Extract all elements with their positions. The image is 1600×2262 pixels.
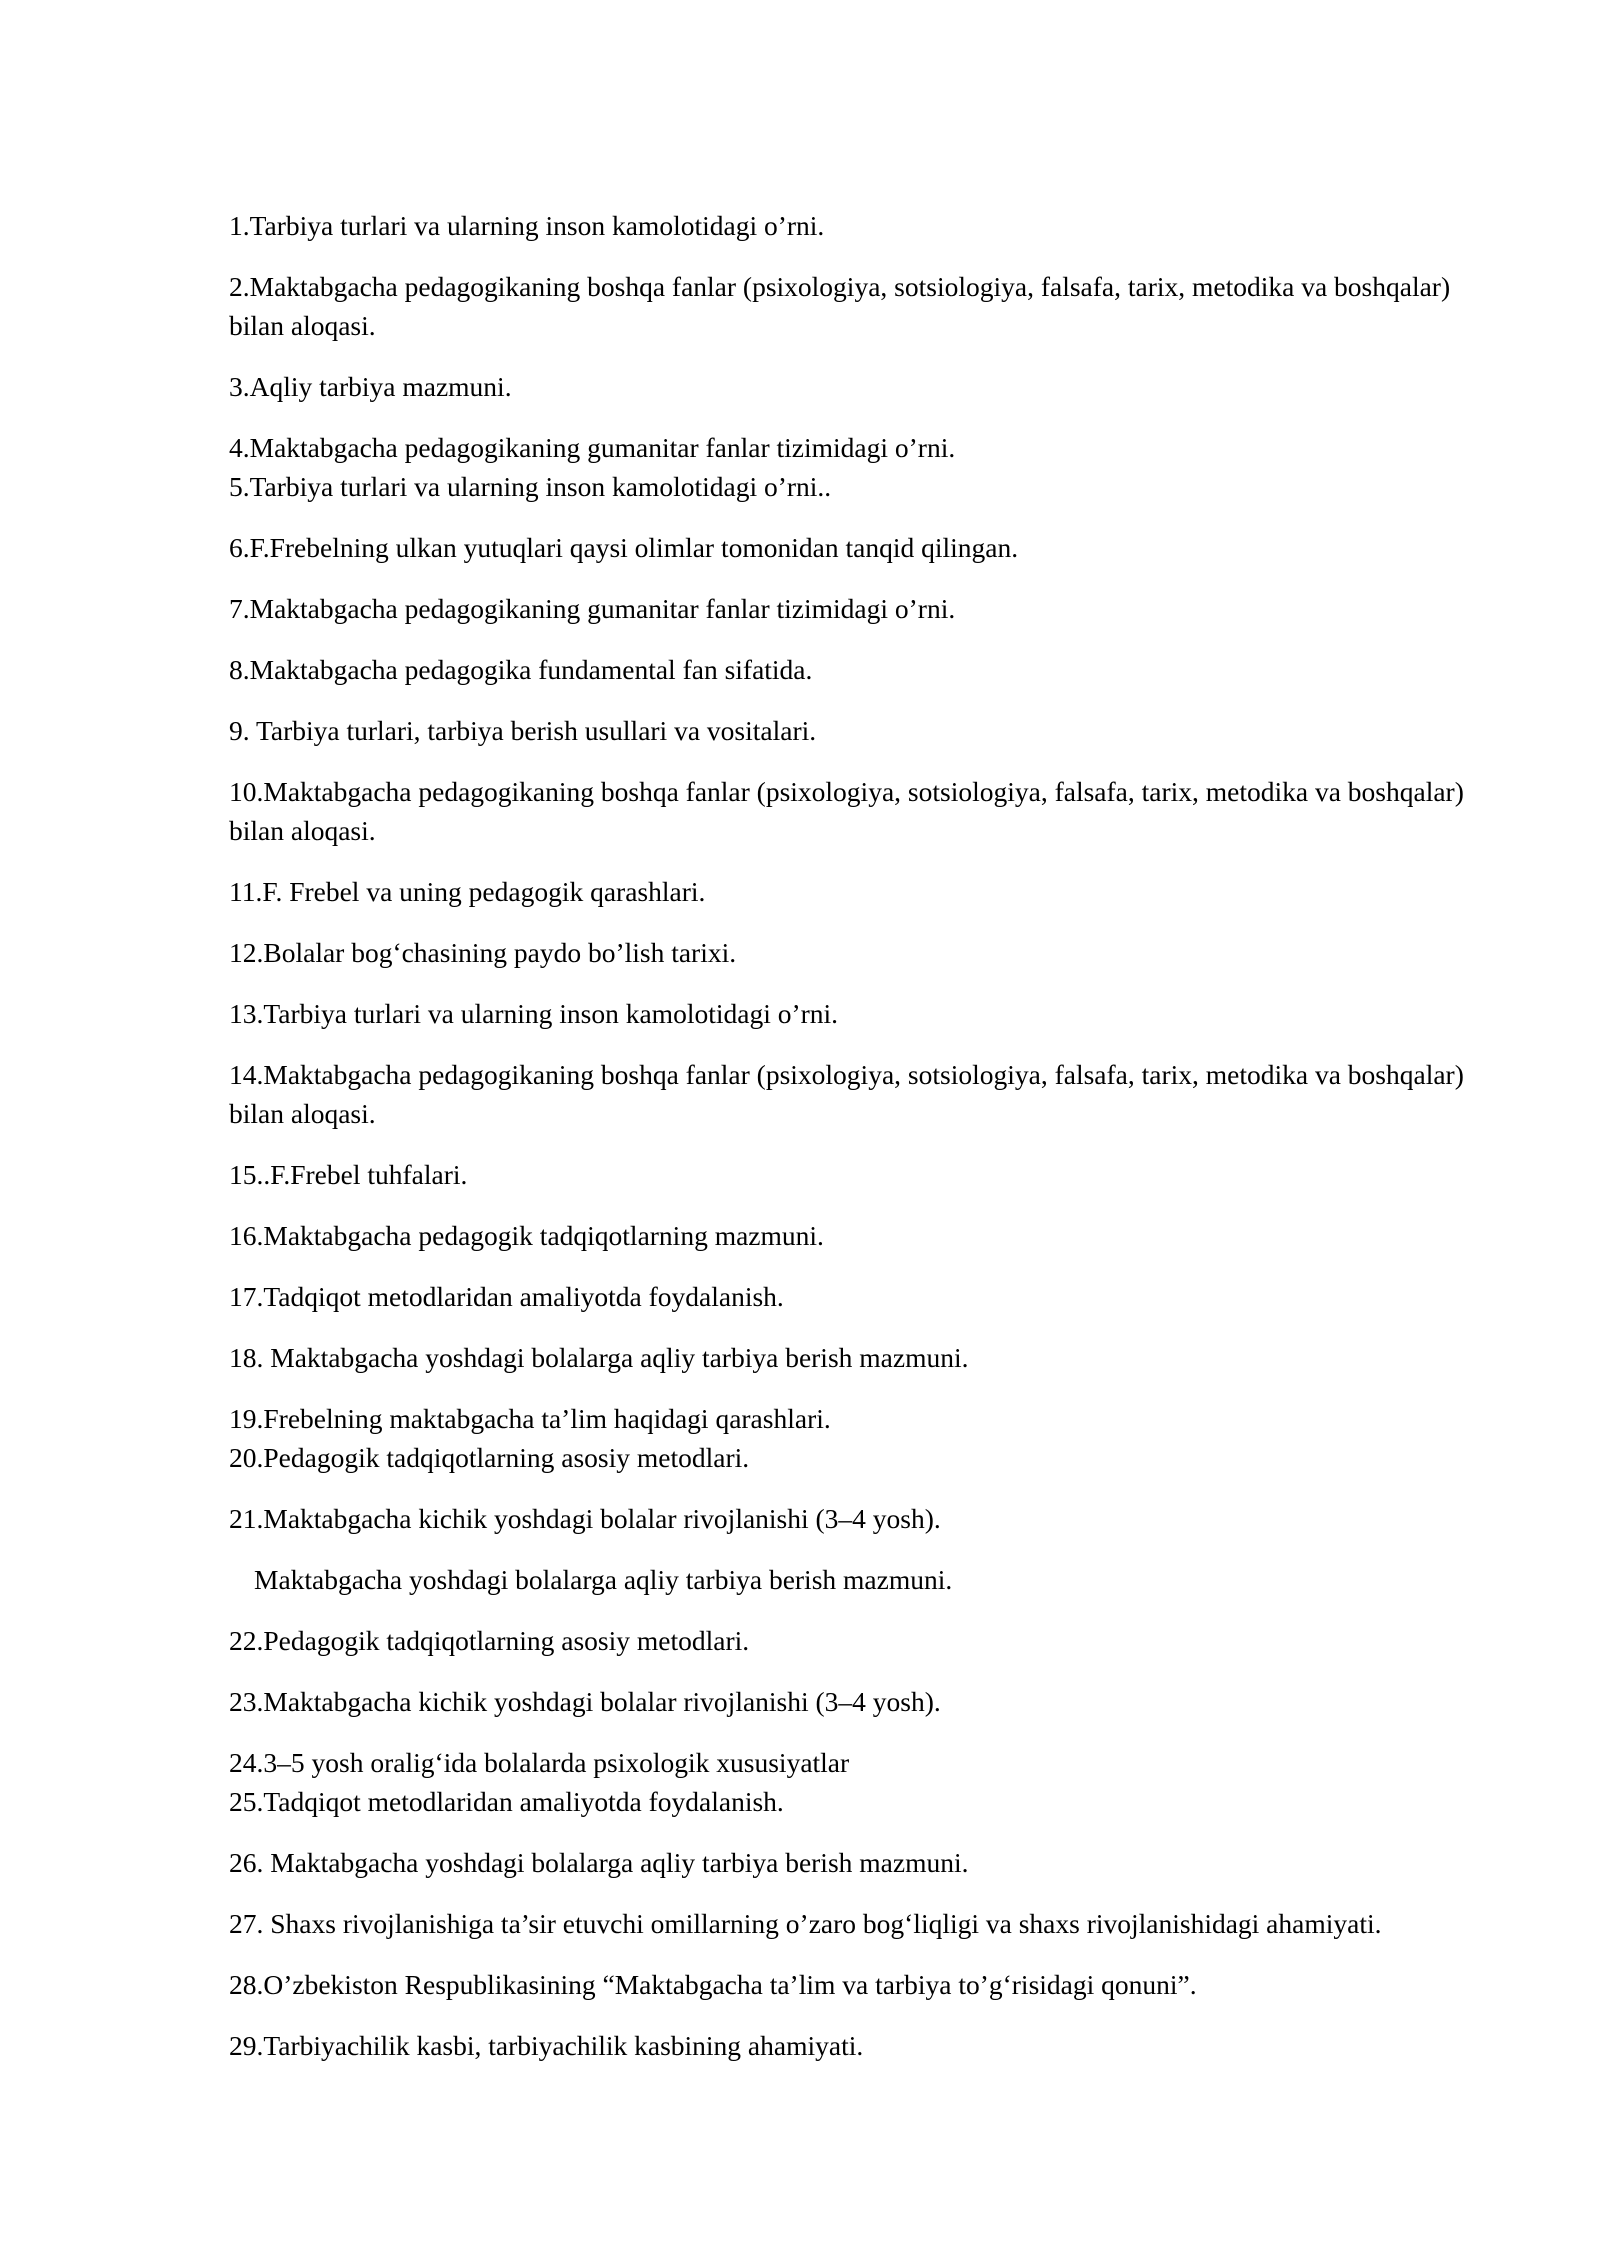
- list-item: 27. Shaxs rivojlanishiga ta’sir etuvchi omillarning o’zaro bog‘liqligi va shaxs rivojlanishidagi ahamiyati.: [229, 1908, 1382, 1939]
- list-item: 1.Tarbiya turlari va ularning inson kamolotidagi o’rni.: [229, 210, 825, 241]
- list-item: 3.Aqliy tarbiya mazmuni.: [229, 371, 512, 402]
- list-item: 21.Maktabgacha kichik yoshdagi bolalar rivojlanishi (3–4 yosh).: [229, 1503, 941, 1534]
- question-list: [229, 206, 1509, 2087]
- list-item: 29.Tarbiyachilik kasbi, tarbiyachilik kasbining ahamiyati.: [229, 2030, 864, 2061]
- list-item: 23.Maktabgacha kichik yoshdagi bolalar rivojlanishi (3–4 yosh).: [229, 1686, 941, 1717]
- list-item: 7.Maktabgacha pedagogikaning gumanitar fanlar tizimidagi o’rni.: [229, 593, 956, 624]
- list-item: 2.Maktabgacha pedagogikaning boshqa fanlar (psixologiya, sotsiologiya, falsafa, tarix, metodika va boshqalar) bilan aloqasi.: [229, 271, 1451, 341]
- list-item: 12.Bolalar bog‘chasining paydo bo’lish tarixi.: [229, 937, 737, 968]
- list-item: 17.Tadqiqot metodlaridan amaliyotda foydalanish.: [229, 1281, 784, 1312]
- list-item: 6.F.Frebelning ulkan yutuqlari qaysi olimlar tomonidan tanqid qilingan.: [229, 532, 1019, 563]
- list-item: 28.O’zbekiston Respublikasining “Maktabgacha ta’lim va tarbiya to’g‘risidagi qonuni”.: [229, 1969, 1197, 2000]
- list-item: 4.Maktabgacha pedagogikaning gumanitar fanlar tizimidagi o’rni.: [229, 432, 956, 463]
- list-item: Maktabgacha yoshdagi bolalarga aqliy tarbiya berish mazmuni.: [254, 1564, 953, 1595]
- list-item: 24.3–5 yosh oralig‘ida bolalarda psixologik xususiyatlar: [229, 1747, 850, 1778]
- list-item: 19.Frebelning maktabgacha ta’lim haqidagi qarashlari.: [229, 1403, 831, 1434]
- list-item: 15..F.Frebel tuhfalari.: [229, 1159, 468, 1190]
- list-item: 16.Maktabgacha pedagogik tadqiqotlarning mazmuni.: [229, 1220, 824, 1251]
- list-item: 22.Pedagogik tadqiqotlarning asosiy metodlari.: [229, 1625, 750, 1656]
- list-item: 18. Maktabgacha yoshdagi bolalarga aqliy tarbiya berish mazmuni.: [229, 1342, 969, 1373]
- list-item: 25.Tadqiqot metodlaridan amaliyotda foydalanish.: [229, 1786, 784, 1817]
- list-item: 26. Maktabgacha yoshdagi bolalarga aqliy tarbiya berish mazmuni.: [229, 1847, 969, 1878]
- list-item: 20.Pedagogik tadqiqotlarning asosiy metodlari.: [229, 1442, 750, 1473]
- list-item: 10.Maktabgacha pedagogikaning boshqa fanlar (psixologiya, sotsiologiya, falsafa, tarix, metodika va boshqalar) bilan aloqasi.: [229, 776, 1464, 846]
- list-item: 5.Tarbiya turlari va ularning inson kamolotidagi o’rni..: [229, 471, 832, 502]
- list-item: 9. Tarbiya turlari, tarbiya berish usullari va vositalari.: [229, 715, 817, 746]
- list-item: 14.Maktabgacha pedagogikaning boshqa fanlar (psixologiya, sotsiologiya, falsafa, tarix, metodika va boshqalar) bilan aloqasi.: [229, 1059, 1464, 1129]
- list-item: 8.Maktabgacha pedagogika fundamental fan sifatida.: [229, 654, 813, 685]
- list-item: 11.F. Frebel va uning pedagogik qarashlari.: [229, 876, 706, 907]
- list-item: 13.Tarbiya turlari va ularning inson kamolotidagi o’rni.: [229, 998, 839, 1029]
